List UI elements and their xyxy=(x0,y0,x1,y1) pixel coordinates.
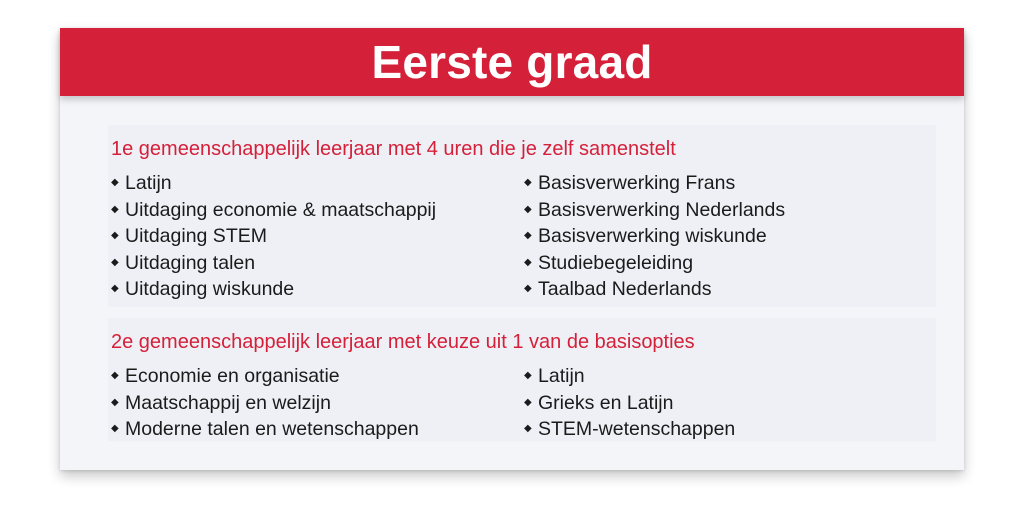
list-item xyxy=(524,276,785,303)
list-item-label: Grieks en Latijn xyxy=(538,391,674,414)
diamond-bullet-icon: ◆ xyxy=(111,283,119,294)
list-item-label: Uitdaging talen xyxy=(125,251,256,274)
section-title: 2e gemeenschappelijk leerjaar met keuze uit 1 van de basisopties xyxy=(111,331,695,353)
diamond-bullet-icon: ◆ xyxy=(111,396,119,408)
list-item-label: Maatschappij en welzijn xyxy=(125,391,331,414)
list-item-label: Basisverwerking wiskunde xyxy=(538,225,767,247)
diamond-bullet-icon: ◆ xyxy=(111,256,119,268)
section-second-year xyxy=(108,318,936,441)
list-item xyxy=(524,197,785,224)
list-item xyxy=(111,197,436,224)
section-title: 1e gemeenschappelijk leerjaar met 4 uren die je zelf samenstelt xyxy=(111,138,676,160)
diamond-bullet-icon: ◆ xyxy=(111,370,119,381)
list-item-label: Moderne talen en wetenschappen xyxy=(125,418,419,440)
list-item xyxy=(111,363,419,390)
list-item-label: Uitdaging STEM xyxy=(125,225,267,247)
list-item-label: Uitdaging economie & maatschappij xyxy=(125,198,437,221)
list-item xyxy=(524,223,785,250)
list-item-label: Basisverwerking Frans xyxy=(538,172,736,194)
list-item xyxy=(111,223,436,250)
option-list-right xyxy=(524,170,785,303)
list-item xyxy=(111,170,436,197)
list-item xyxy=(524,363,735,390)
diamond-bullet-icon: ◆ xyxy=(524,203,532,215)
diamond-bullet-icon: ◆ xyxy=(524,256,532,268)
list-item-label: Economie en organisatie xyxy=(125,365,340,387)
option-list-left xyxy=(111,170,436,303)
list-item-label: Latijn xyxy=(125,172,172,194)
diamond-bullet-icon: ◆ xyxy=(524,230,532,241)
diamond-bullet-icon: ◆ xyxy=(524,423,532,434)
diamond-bullet-icon: ◆ xyxy=(524,283,532,294)
list-item xyxy=(111,416,419,443)
list-item xyxy=(111,390,419,417)
diamond-bullet-icon: ◆ xyxy=(111,230,119,241)
diamond-bullet-icon: ◆ xyxy=(111,423,119,434)
list-item-label: Latijn xyxy=(538,365,585,387)
list-item-label: Basisverwerking Nederlands xyxy=(538,198,786,221)
diamond-bullet-icon: ◆ xyxy=(524,396,532,408)
list-item xyxy=(524,170,785,197)
diamond-bullet-icon: ◆ xyxy=(524,370,532,381)
list-item xyxy=(111,276,436,303)
list-item xyxy=(524,250,785,277)
diamond-bullet-icon: ◆ xyxy=(111,177,119,188)
list-item-label: Studiebegeleiding xyxy=(538,251,694,274)
option-list-right xyxy=(524,363,735,443)
list-item-label: STEM-wetenschappen xyxy=(538,418,736,440)
list-item xyxy=(111,250,436,277)
header-banner xyxy=(60,28,964,96)
diamond-bullet-icon: ◆ xyxy=(111,203,119,215)
list-item xyxy=(524,390,735,417)
page-title: Eerste graad xyxy=(371,36,653,88)
list-item xyxy=(524,416,735,443)
list-item-label: Taalbad Nederlands xyxy=(538,278,712,300)
info-card xyxy=(60,28,964,470)
diamond-bullet-icon: ◆ xyxy=(524,177,532,188)
section-first-year xyxy=(108,125,936,307)
list-item-label: Uitdaging wiskunde xyxy=(125,278,295,300)
option-list-left xyxy=(111,363,419,443)
